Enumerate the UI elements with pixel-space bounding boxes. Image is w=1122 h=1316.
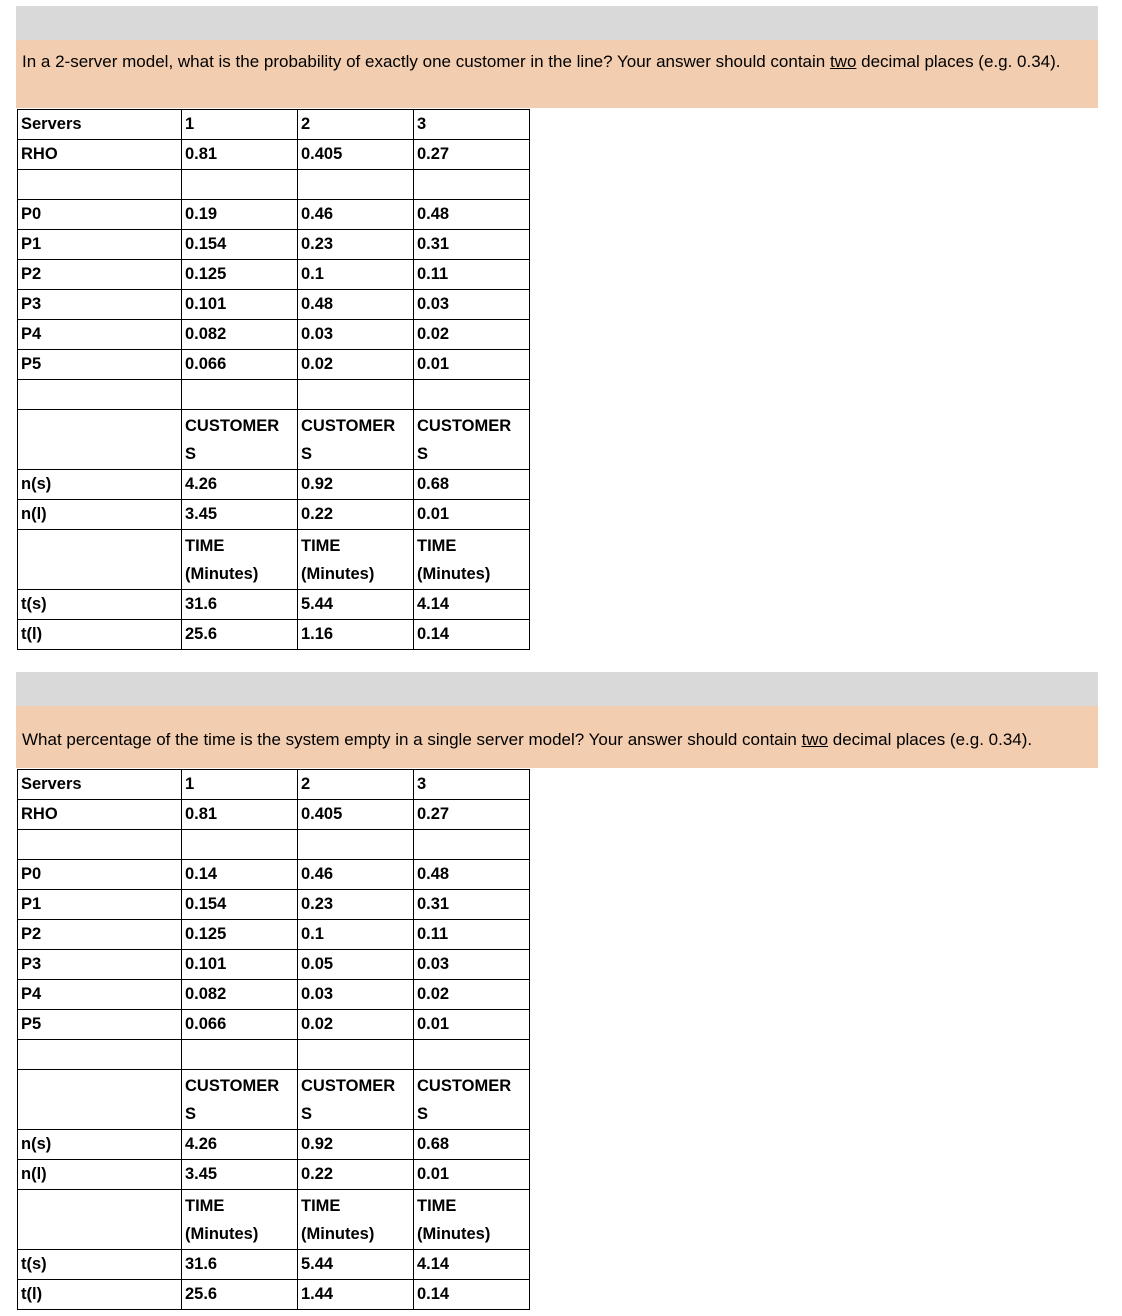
p-label: P5 [18, 1010, 182, 1040]
ts-value: 5.44 [298, 590, 414, 620]
empty-cell [298, 1040, 414, 1070]
server-3: 3 [414, 770, 530, 800]
p-value: 0.125 [182, 920, 298, 950]
server-1: 1 [182, 110, 298, 140]
rho-1: 0.81 [182, 140, 298, 170]
table-row [18, 1010, 530, 1040]
ts-value: 31.6 [182, 590, 298, 620]
empty-cell [182, 1040, 298, 1070]
nl-label: n(l) [18, 1160, 182, 1190]
time-header: TIME (Minutes) [414, 530, 530, 590]
p-label: P3 [18, 950, 182, 980]
ns-value: 0.68 [414, 1130, 530, 1160]
p-value: 0.23 [298, 890, 414, 920]
empty-cell [414, 1040, 530, 1070]
p-value: 0.02 [414, 320, 530, 350]
p-value: 0.082 [182, 980, 298, 1010]
ns-value: 0.68 [414, 470, 530, 500]
section-divider [16, 672, 1098, 706]
table-row [18, 290, 530, 320]
p-value: 0.23 [298, 230, 414, 260]
ts-value: 31.6 [182, 1250, 298, 1280]
question-2-underlined: two [801, 730, 829, 749]
p-value: 0.101 [182, 950, 298, 980]
p-label: P1 [18, 230, 182, 260]
empty-cell [414, 380, 530, 410]
p-label: P0 [18, 200, 182, 230]
server-1: 1 [182, 770, 298, 800]
ns-label: n(s) [18, 470, 182, 500]
p-value: 0.082 [182, 320, 298, 350]
empty-cell [18, 1040, 182, 1070]
queue-table-2 [17, 769, 530, 1310]
server-2: 2 [298, 110, 414, 140]
rho-2: 0.405 [298, 140, 414, 170]
p-label: P5 [18, 350, 182, 380]
table-row [18, 860, 530, 890]
rho-label: RHO [18, 800, 182, 830]
empty-cell [182, 830, 298, 860]
tl-value: 25.6 [182, 1280, 298, 1310]
p-value: 0.46 [298, 200, 414, 230]
rho-2: 0.405 [298, 800, 414, 830]
queue-table-1 [17, 109, 530, 650]
nl-value: 0.01 [414, 1160, 530, 1190]
empty-cell [18, 1070, 182, 1130]
p-value: 0.125 [182, 260, 298, 290]
time-header: TIME (Minutes) [298, 530, 414, 590]
nl-value: 0.01 [414, 500, 530, 530]
tl-value: 0.14 [414, 1280, 530, 1310]
question-1 [16, 40, 1098, 108]
p-value: 0.03 [414, 290, 530, 320]
empty-cell [298, 830, 414, 860]
time-header: TIME (Minutes) [414, 1190, 530, 1250]
customers-header: CUSTOMERS [414, 1070, 530, 1130]
customers-header: CUSTOMERS [182, 410, 298, 470]
table-row [18, 350, 530, 380]
table-row [18, 260, 530, 290]
table-row [18, 950, 530, 980]
customers-header: CUSTOMERS [182, 1070, 298, 1130]
p-value: 0.1 [298, 920, 414, 950]
empty-cell [182, 380, 298, 410]
p-value: 0.154 [182, 230, 298, 260]
empty-cell [298, 380, 414, 410]
p-value: 0.11 [414, 920, 530, 950]
servers-label: Servers [18, 110, 182, 140]
p-value: 0.14 [182, 860, 298, 890]
p-label: P4 [18, 320, 182, 350]
nl-value: 3.45 [182, 500, 298, 530]
rho-label: RHO [18, 140, 182, 170]
time-header: TIME (Minutes) [182, 530, 298, 590]
table-row [18, 230, 530, 260]
p-value: 0.02 [298, 350, 414, 380]
section-divider [16, 6, 1098, 40]
ts-value: 4.14 [414, 1250, 530, 1280]
p-value: 0.31 [414, 230, 530, 260]
rho-1: 0.81 [182, 800, 298, 830]
question-1-underlined: two [829, 52, 857, 71]
p-value: 0.19 [182, 200, 298, 230]
empty-cell [18, 410, 182, 470]
p-value: 0.02 [298, 1010, 414, 1040]
tl-value: 25.6 [182, 620, 298, 650]
nl-value: 0.22 [298, 1160, 414, 1190]
nl-value: 0.22 [298, 500, 414, 530]
nl-value: 3.45 [182, 1160, 298, 1190]
p-value: 0.48 [298, 290, 414, 320]
p-value: 0.01 [414, 350, 530, 380]
p-label: P0 [18, 860, 182, 890]
rho-3: 0.27 [414, 800, 530, 830]
p-value: 0.03 [298, 980, 414, 1010]
p-value: 0.11 [414, 260, 530, 290]
question-1-text-end: decimal places (e.g. 0.34). [856, 52, 1061, 71]
empty-cell [414, 830, 530, 860]
p-value: 0.066 [182, 1010, 298, 1040]
table-row [18, 890, 530, 920]
empty-cell [18, 530, 182, 590]
ns-value: 0.92 [298, 1130, 414, 1160]
p-value: 0.154 [182, 890, 298, 920]
p-value: 0.01 [414, 1010, 530, 1040]
ns-label: n(s) [18, 1130, 182, 1160]
ts-label: t(s) [18, 590, 182, 620]
servers-label: Servers [18, 770, 182, 800]
tl-value: 1.16 [298, 620, 414, 650]
p-value: 0.48 [414, 200, 530, 230]
table-row [18, 980, 530, 1010]
question-1-text: In a 2-server model, what is the probability of exactly one customer in the line? Your answer should contain [22, 52, 830, 71]
empty-cell [414, 170, 530, 200]
server-3: 3 [414, 110, 530, 140]
p-label: P3 [18, 290, 182, 320]
empty-cell [18, 380, 182, 410]
table-row [18, 200, 530, 230]
question-2-text: What percentage of the time is the system empty in a single server model? Your answer should contain [22, 730, 802, 749]
ns-value: 4.26 [182, 1130, 298, 1160]
tl-label: t(l) [18, 620, 182, 650]
customers-header: CUSTOMERS [414, 410, 530, 470]
p-value: 0.05 [298, 950, 414, 980]
ts-value: 4.14 [414, 590, 530, 620]
p-label: P2 [18, 260, 182, 290]
time-header: TIME (Minutes) [182, 1190, 298, 1250]
server-2: 2 [298, 770, 414, 800]
table-row [18, 320, 530, 350]
p-value: 0.03 [414, 950, 530, 980]
tl-value: 1.44 [298, 1280, 414, 1310]
question-2 [16, 706, 1098, 768]
p-value: 0.46 [298, 860, 414, 890]
table-row [18, 920, 530, 950]
p-value: 0.02 [414, 980, 530, 1010]
ts-label: t(s) [18, 1250, 182, 1280]
empty-cell [18, 170, 182, 200]
tl-value: 0.14 [414, 620, 530, 650]
question-2-text-end: decimal places (e.g. 0.34). [828, 730, 1033, 749]
ts-value: 5.44 [298, 1250, 414, 1280]
customers-header: CUSTOMERS [298, 1070, 414, 1130]
p-value: 0.03 [298, 320, 414, 350]
p-value: 0.066 [182, 350, 298, 380]
empty-cell [182, 170, 298, 200]
ns-value: 4.26 [182, 470, 298, 500]
p-label: P1 [18, 890, 182, 920]
empty-cell [18, 1190, 182, 1250]
time-header: TIME (Minutes) [298, 1190, 414, 1250]
p-label: P2 [18, 920, 182, 950]
customers-header: CUSTOMERS [298, 410, 414, 470]
p-value: 0.1 [298, 260, 414, 290]
tl-label: t(l) [18, 1280, 182, 1310]
rho-3: 0.27 [414, 140, 530, 170]
p-value: 0.101 [182, 290, 298, 320]
empty-cell [298, 170, 414, 200]
ns-value: 0.92 [298, 470, 414, 500]
p-label: P4 [18, 980, 182, 1010]
p-value: 0.48 [414, 860, 530, 890]
nl-label: n(l) [18, 500, 182, 530]
empty-cell [18, 830, 182, 860]
p-value: 0.31 [414, 890, 530, 920]
